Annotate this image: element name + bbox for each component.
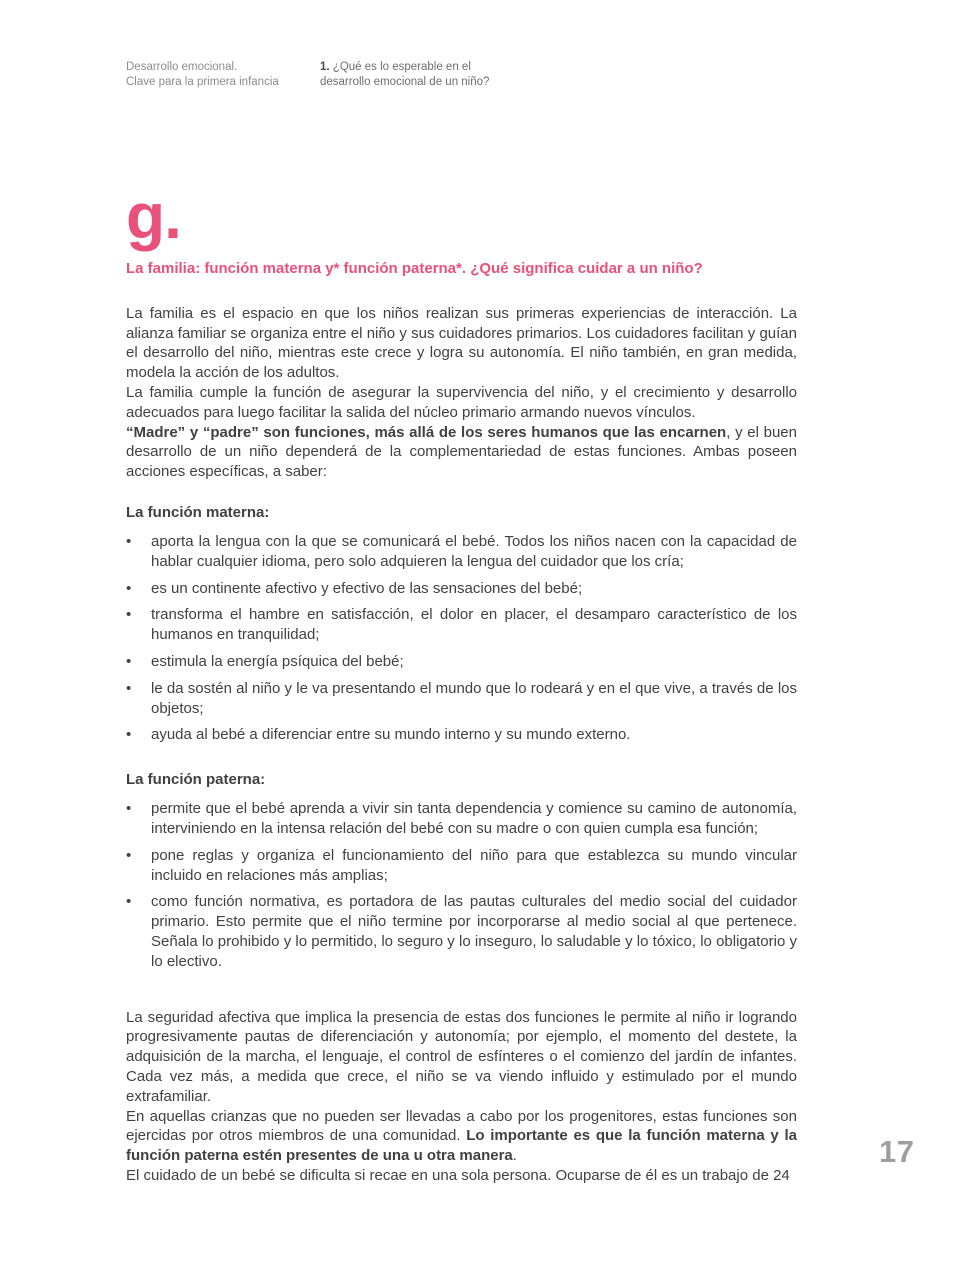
header-book-title-line2: Clave para la primera infancia [126, 75, 279, 88]
section-letter: g. [126, 180, 181, 252]
bullet-text: es un continente afectivo y efectivo de las sensaciones del bebé; [151, 579, 583, 597]
page-number: 17 [879, 1134, 915, 1169]
bullet-text: pone reglas y organiza el funcionamiento del niño para que establezca su mundo vincular incluido en relaciones más amplias; [151, 846, 797, 884]
paragraph-5-end: . [512, 1147, 517, 1165]
list-item [126, 799, 797, 839]
list-item [126, 532, 797, 572]
bullet-marker: • [126, 532, 132, 550]
bullet-text: ayuda al bebé a diferenciar entre su mundo interno y su mundo externo. [151, 726, 631, 744]
list-item [126, 605, 797, 645]
bullet-marker: • [126, 606, 132, 624]
bullet-text: estimula la energía psíquica del bebé; [151, 652, 404, 670]
paragraph-1: La familia es el espacio en que los niños realizan sus primeras experiencias de interacción. La alianza familiar se organiza entre el niño y sus cuidadores primarios. Los cuidadores facilitan y guían el desarrollo del niño, mientras este crece y logra su autonomía. El niño también, en gran medida, modela la acción de los adultos. [126, 304, 797, 382]
paragraph-3-bold-lead: “Madre” y “padre” son funciones, más allá de los seres humanos que las encarnen [126, 423, 727, 441]
header-chapter-line1 [320, 60, 540, 75]
bullet-marker: • [126, 679, 132, 697]
list-item [126, 679, 797, 719]
header-chapter-line2: desarrollo emocional de un niño? [320, 75, 490, 88]
section-title: La familia: función materna y* función paterna*. ¿Qué significa cuidar a un niño? [126, 259, 703, 277]
bullet-text: le da sostén al niño y le va presentando el mundo que lo rodeará y en el que vive, a través de los objetos; [151, 679, 797, 717]
bullet-marker: • [126, 846, 132, 864]
bullet-text: aporta la lengua con la que se comunicará el bebé. Todos los niños nacen con la capacidad de hablar cualquier idioma, pero solo adquieren la lengua del cuidador que los cría; [151, 532, 797, 570]
bullet-text: transforma el hambre en satisfacción, el dolor en placer, el desamparo característico de los humanos en tranquilidad; [151, 606, 797, 644]
paragraph-3-rest: , y el buen desarrollo de un niño dependerá de la complementariedad de estas funciones. Ambas poseen acciones específicas, a saber: [126, 423, 797, 481]
bullet-marker: • [126, 726, 132, 744]
paternal-function-heading: La función paterna: [126, 771, 266, 789]
list-item [126, 652, 797, 672]
chapter-line1-text: ¿Qué es lo esperable en el [329, 61, 471, 73]
paragraph-5-normal: En aquellas crianzas que no pueden ser llevadas a cabo por los progenitores, estas funciones son ejercidas por otros miembros de una comunidad. [126, 1107, 797, 1145]
header-chapter-title [320, 60, 540, 89]
maternal-function-list [126, 532, 797, 745]
paternal-function-list [126, 799, 797, 971]
header-book-title-line1: Desarrollo emocional. [126, 61, 238, 73]
paragraph-5-bold: Lo importante es que la función materna y la función paterna estén presentes de una u otra manera [126, 1127, 797, 1165]
paragraph-2: La familia cumple la función de asegurar la supervivencia del niño, y el crecimiento y desarrollo adecuados para luego facilitar la salida del núcleo primario armando nuevos vínculos. [126, 383, 797, 421]
bullet-marker: • [126, 800, 132, 818]
bullet-marker: • [126, 652, 132, 670]
list-item [126, 579, 797, 599]
list-item [126, 725, 797, 745]
bullet-text: permite que el bebé aprenda a vivir sin tanta dependencia y comience su camino de autonomía, interviniendo en la intensa relación del bebé con su madre o con quien cumpla esa función; [151, 800, 797, 837]
maternal-function-heading: La función materna: [126, 503, 270, 521]
paragraph-3 [126, 423, 797, 482]
bullet-text: como función normativa, es portadora de las pautas culturales del medio social del cuidador primario. Esto permite que el niño termine por incorporarse al medio social al que pertenece. Señala lo prohibido y lo permitido, lo seguro y lo inseguro, lo saludable y lo tóxico, lo obligatorio y lo electivo. [151, 893, 797, 970]
main-content [126, 180, 797, 1186]
paragraph-6: El cuidado de un bebé se dificulta si recae en una sola persona. Ocuparse de él es un trabajo de 24 [126, 1166, 790, 1184]
list-item [126, 846, 797, 886]
bullet-marker: • [126, 579, 132, 597]
header-book-title [126, 60, 306, 89]
bullet-marker: • [126, 893, 132, 911]
paragraph-5 [126, 1107, 797, 1166]
paragraph-4: La seguridad afectiva que implica la presencia de estas dos funciones le permite al niño ir logrando progresivamente pautas de diferenciación y autonomía; por ejemplo, el momento del destete, la adquisición de la marcha, el lenguaje, el control de esfínteres o el comienzo del jardín de infantes. Cada vez más, a medida que crece, el niño se va viendo influido y estimulado por el mundo extrafamiliar. [126, 1008, 797, 1105]
list-item [126, 892, 797, 971]
chapter-number: 1. [320, 61, 330, 73]
